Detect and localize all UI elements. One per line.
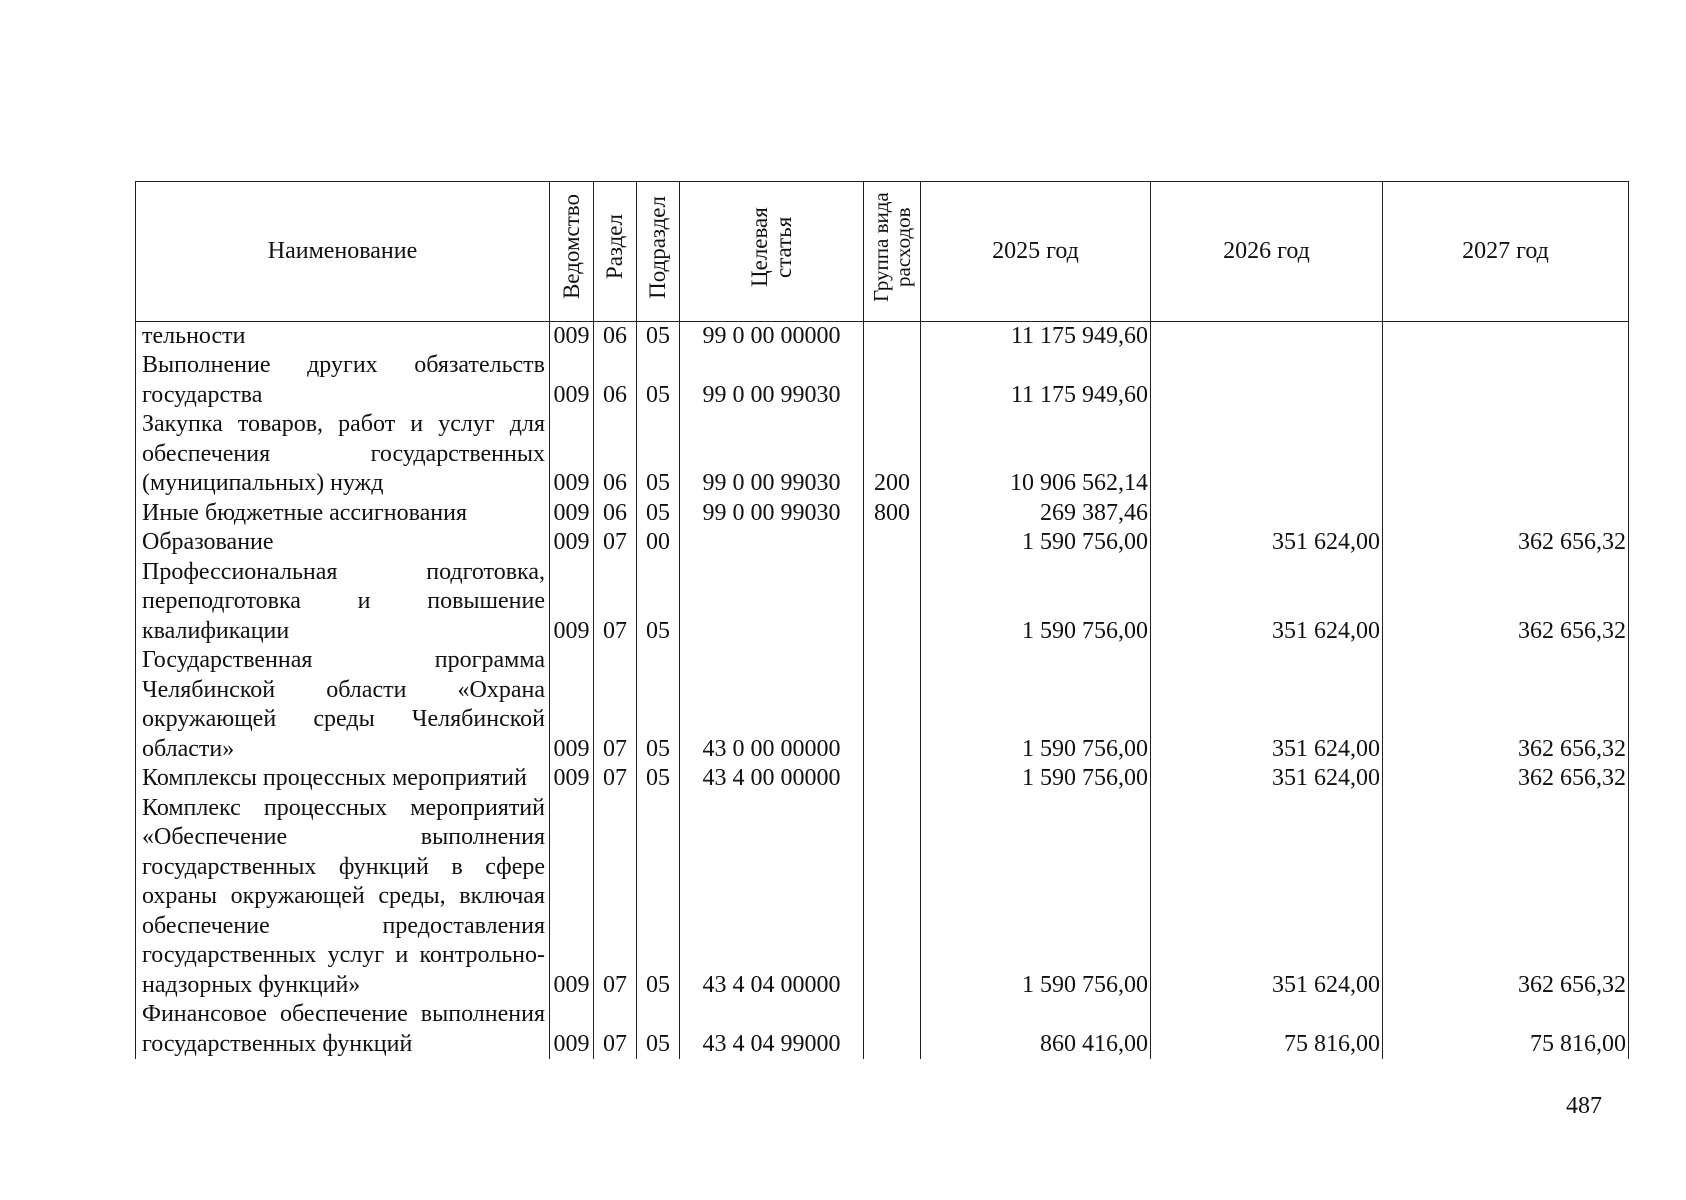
row-amount-2025: 11 175 949,60 <box>921 321 1151 351</box>
row-gruppa <box>864 794 921 1001</box>
row-razdel: 06 <box>594 410 637 499</box>
row-celevaya-statya: 43 4 04 00000 <box>680 794 864 1001</box>
row-vedomstvo: 009 <box>550 558 594 647</box>
row-amount-2026: 351 624,00 <box>1151 794 1383 1001</box>
header-year-2027: 2027 год <box>1383 182 1629 322</box>
row-amount-2026 <box>1151 499 1383 529</box>
row-amount-2026: 75 816,00 <box>1151 1000 1383 1059</box>
table-row <box>136 764 1629 794</box>
table-header <box>136 182 1629 322</box>
row-name: Финансовое обеспечение выполнения государственных функций <box>136 1000 550 1059</box>
row-gruppa <box>864 764 921 794</box>
row-celevaya-statya <box>680 528 864 558</box>
row-name: Профессиональная подготовка, переподготовка и повышение квалификации <box>136 558 550 647</box>
row-name: тельности <box>136 321 550 351</box>
row-amount-2025: 1 590 756,00 <box>921 646 1151 764</box>
row-amount-2025: 1 590 756,00 <box>921 558 1151 647</box>
row-gruppa: 200 <box>864 410 921 499</box>
row-vedomstvo: 009 <box>550 410 594 499</box>
row-amount-2027: 362 656,32 <box>1383 528 1629 558</box>
row-vedomstvo: 009 <box>550 499 594 529</box>
row-vedomstvo: 009 <box>550 351 594 410</box>
row-gruppa <box>864 528 921 558</box>
row-razdel: 07 <box>594 1000 637 1059</box>
row-amount-2025: 269 387,46 <box>921 499 1151 529</box>
row-razdel: 07 <box>594 558 637 647</box>
row-podrazdel: 05 <box>637 351 680 410</box>
row-podrazdel: 05 <box>637 1000 680 1059</box>
row-razdel: 06 <box>594 499 637 529</box>
budget-table <box>135 181 1629 1059</box>
header-year-2025: 2025 год <box>921 182 1151 322</box>
table-row <box>136 321 1629 351</box>
row-amount-2027: 362 656,32 <box>1383 558 1629 647</box>
row-amount-2027: 75 816,00 <box>1383 1000 1629 1059</box>
row-amount-2027: 362 656,32 <box>1383 764 1629 794</box>
row-amount-2027: 362 656,32 <box>1383 794 1629 1001</box>
row-gruppa <box>864 1000 921 1059</box>
row-celevaya-statya <box>680 558 864 647</box>
table-row <box>136 558 1629 647</box>
row-amount-2026 <box>1151 410 1383 499</box>
row-amount-2026 <box>1151 351 1383 410</box>
header-razdel: Раздел <box>594 182 637 322</box>
row-razdel: 06 <box>594 351 637 410</box>
row-name: Государственная программа Челябинской области «Охрана окружающей среды Челябинской области» <box>136 646 550 764</box>
row-amount-2025: 860 416,00 <box>921 1000 1151 1059</box>
row-celevaya-statya: 99 0 00 99030 <box>680 499 864 529</box>
row-celevaya-statya: 43 4 00 00000 <box>680 764 864 794</box>
row-podrazdel: 00 <box>637 528 680 558</box>
row-celevaya-statya: 99 0 00 99030 <box>680 351 864 410</box>
row-razdel: 07 <box>594 794 637 1001</box>
row-gruppa <box>864 646 921 764</box>
row-amount-2026: 351 624,00 <box>1151 764 1383 794</box>
row-gruppa <box>864 351 921 410</box>
row-name: Комплексы процессных мероприятий <box>136 764 550 794</box>
row-podrazdel: 05 <box>637 558 680 647</box>
row-amount-2027: 362 656,32 <box>1383 646 1629 764</box>
row-amount-2026: 351 624,00 <box>1151 528 1383 558</box>
page-number: 487 <box>1566 1093 1602 1119</box>
header-vedomstvo: Ведомство <box>550 182 594 322</box>
row-gruppa <box>864 321 921 351</box>
row-amount-2025: 10 906 562,14 <box>921 410 1151 499</box>
row-amount-2025: 1 590 756,00 <box>921 764 1151 794</box>
header-gruppa-vida-rashodov: Группа вида расходов <box>864 182 921 322</box>
table-row <box>136 794 1629 1001</box>
row-vedomstvo: 009 <box>550 646 594 764</box>
row-vedomstvo: 009 <box>550 528 594 558</box>
row-amount-2025: 1 590 756,00 <box>921 794 1151 1001</box>
row-celevaya-statya: 99 0 00 99030 <box>680 410 864 499</box>
table-row <box>136 1000 1629 1059</box>
row-amount-2025: 11 175 949,60 <box>921 351 1151 410</box>
row-gruppa: 800 <box>864 499 921 529</box>
row-vedomstvo: 009 <box>550 1000 594 1059</box>
table-row <box>136 528 1629 558</box>
row-amount-2027 <box>1383 410 1629 499</box>
row-celevaya-statya: 43 0 00 00000 <box>680 646 864 764</box>
row-vedomstvo: 009 <box>550 321 594 351</box>
row-amount-2026: 351 624,00 <box>1151 558 1383 647</box>
row-amount-2026: 351 624,00 <box>1151 646 1383 764</box>
header-year-2026: 2026 год <box>1151 182 1383 322</box>
row-name: Иные бюджетные ассигнования <box>136 499 550 529</box>
row-celevaya-statya: 99 0 00 00000 <box>680 321 864 351</box>
row-name: Закупка товаров, работ и услуг для обеспечения государственных (муниципальных) нужд <box>136 410 550 499</box>
row-celevaya-statya: 43 4 04 99000 <box>680 1000 864 1059</box>
header-celevaya-statya: Целевая статья <box>680 182 864 322</box>
row-vedomstvo: 009 <box>550 764 594 794</box>
row-name: Комплекс процессных мероприятий «Обеспечение выполнения государственных функций в сфере охраны окружающей среды, включая обеспечение предоставления государственных услуг и контрольно-надзорных функций» <box>136 794 550 1001</box>
row-podrazdel: 05 <box>637 410 680 499</box>
row-amount-2027 <box>1383 321 1629 351</box>
row-podrazdel: 05 <box>637 499 680 529</box>
row-amount-2027 <box>1383 351 1629 410</box>
header-name: Наименование <box>136 182 550 322</box>
row-amount-2026 <box>1151 321 1383 351</box>
row-podrazdel: 05 <box>637 321 680 351</box>
table-row <box>136 351 1629 410</box>
row-podrazdel: 05 <box>637 794 680 1001</box>
row-amount-2027 <box>1383 499 1629 529</box>
row-razdel: 07 <box>594 528 637 558</box>
table-body <box>136 321 1629 1059</box>
row-name: Образование <box>136 528 550 558</box>
row-vedomstvo: 009 <box>550 794 594 1001</box>
row-gruppa <box>864 558 921 647</box>
table-row <box>136 410 1629 499</box>
row-razdel: 07 <box>594 764 637 794</box>
row-name: Выполнение других обязательств государства <box>136 351 550 410</box>
header-podrazdel: Подраздел <box>637 182 680 322</box>
row-razdel: 07 <box>594 646 637 764</box>
row-podrazdel: 05 <box>637 764 680 794</box>
row-amount-2025: 1 590 756,00 <box>921 528 1151 558</box>
table-row <box>136 646 1629 764</box>
row-podrazdel: 05 <box>637 646 680 764</box>
table-row <box>136 499 1629 529</box>
row-razdel: 06 <box>594 321 637 351</box>
